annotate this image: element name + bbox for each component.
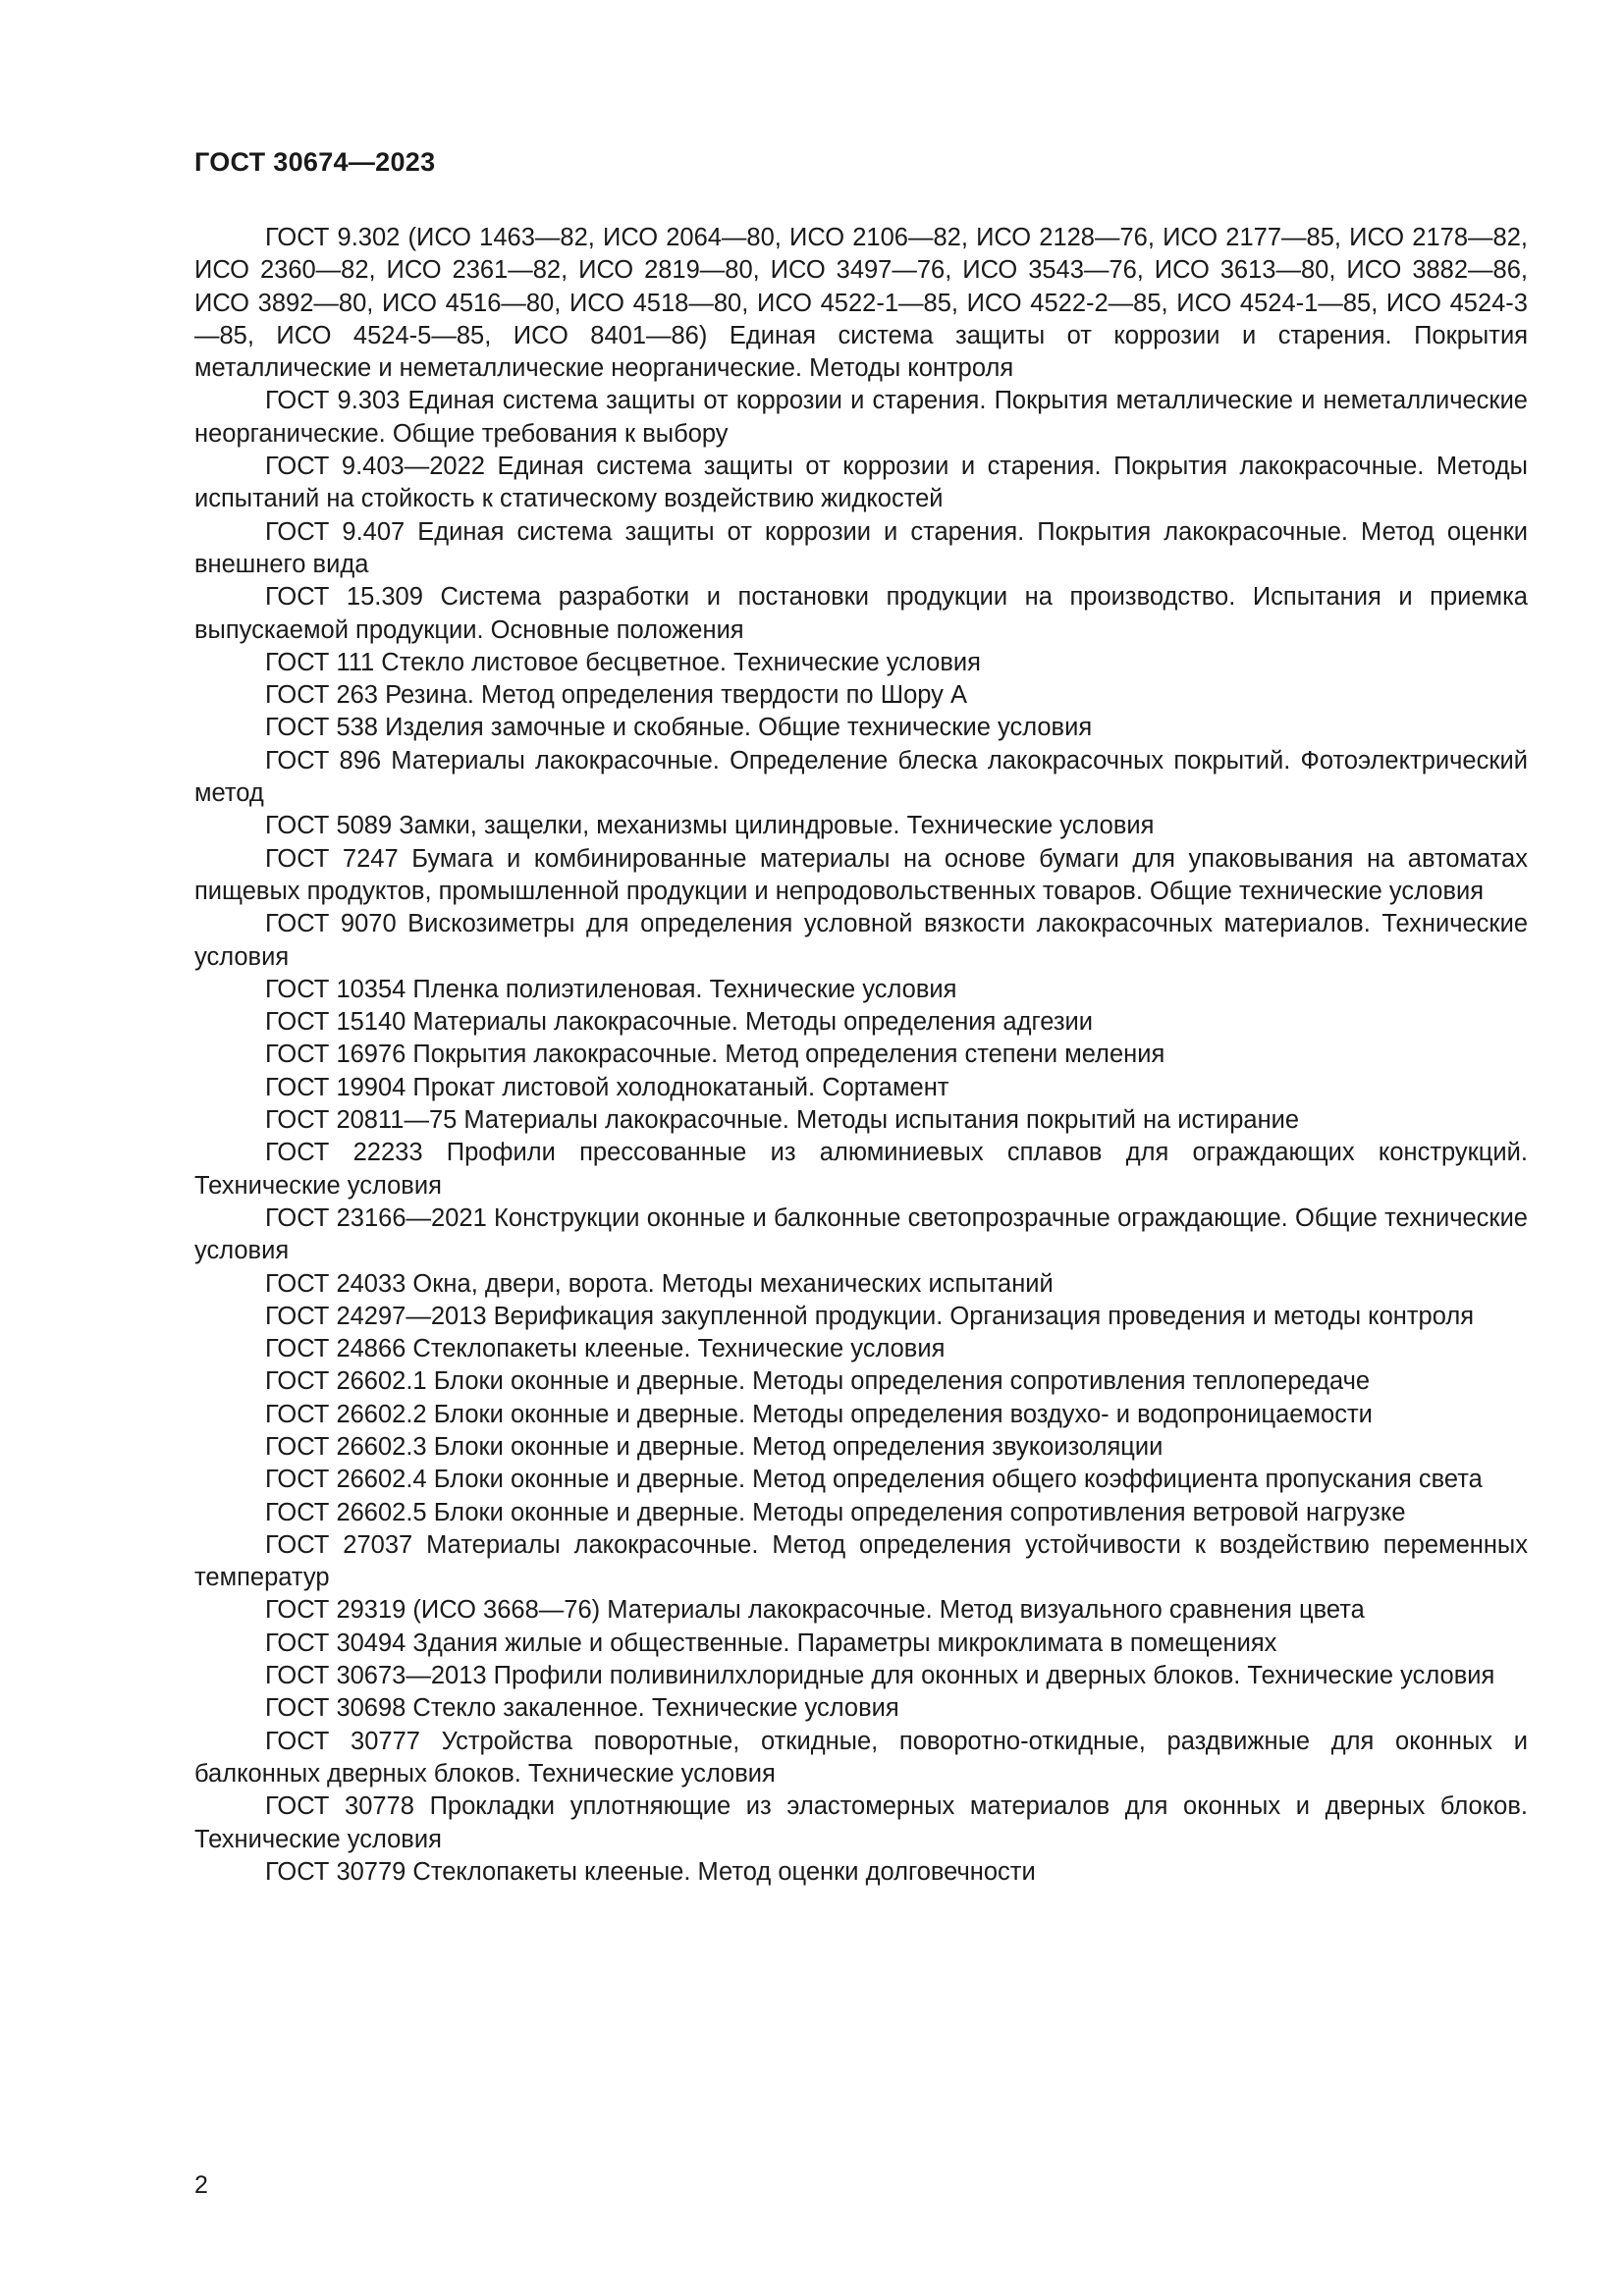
reference-item: ГОСТ 26602.3 Блоки оконные и дверные. Метод определения звукоизоляции	[265, 1432, 1164, 1461]
reference-item: ГОСТ 23166—2021 Конструкции оконные и балконные светопрозрачные ограждающие. Общие технические условия	[194, 1203, 1528, 1265]
reference-item: ГОСТ 263 Резина. Метод определения твердости по Шору А	[265, 681, 967, 710]
reference-item: ГОСТ 16976 Покрытия лакокрасочные. Метод определения степени меления	[265, 1041, 1165, 1069]
reference-item: ГОСТ 15140 Материалы лакокрасочные. Методы определения адгезии	[265, 1008, 1094, 1037]
reference-item: ГОСТ 26602.1 Блоки оконные и дверные. Методы определения сопротивления теплопередаче	[265, 1367, 1371, 1396]
reference-item: ГОСТ 7247 Бумага и комбинированные материалы на основе бумаги для упаковывания на автоматах пищевых продуктов, промышленной продукции и непродовольственных товаров. Общие технические условия	[194, 844, 1528, 905]
reference-item: ГОСТ 30778 Прокладки уплотняющие из эластомерных материалов для оконных и дверных блоков. Технические условия	[194, 1792, 1528, 1853]
reference-item: ГОСТ 24297—2013 Верификация закупленной продукции. Организация проведения и методы контроля	[265, 1302, 1475, 1330]
reference-item: ГОСТ 111 Стекло листовое бесцветное. Технические условия	[265, 648, 981, 676]
reference-item: ГОСТ 5089 Замки, защелки, механизмы цилиндровые. Технические условия	[265, 812, 1155, 840]
reference-item: ГОСТ 26602.4 Блоки оконные и дверные. Метод определения общего коэффициента пропускания света	[265, 1466, 1483, 1494]
reference-item: ГОСТ 9070 Вискозиметры для определения условной вязкости лакокрасочных материалов. Технические условия	[194, 910, 1528, 971]
reference-item: ГОСТ 26602.2 Блоки оконные и дверные. Методы определения воздухо- и водопроницаемости	[265, 1400, 1373, 1428]
reference-item: ГОСТ 22233 Профили прессованные из алюминиевых сплавов для ограждающих конструкций. Технические условия	[194, 1139, 1528, 1200]
reference-item: ГОСТ 15.309 Система разработки и постановки продукции на производство. Испытания и приемка выпускаемой продукции. Основные положения	[194, 583, 1528, 644]
reference-item: ГОСТ 29319 (ИСО 3668—76) Материалы лакокрасочные. Метод визуального сравнения цвета	[265, 1596, 1365, 1625]
reference-item: ГОСТ 19904 Прокат листовой холоднокатаный. Сортамент	[265, 1073, 949, 1101]
reference-item: ГОСТ 24866 Стеклопакеты клееные. Технические условия	[265, 1335, 946, 1363]
reference-item: ГОСТ 24033 Окна, двери, ворота. Методы механических испытаний	[265, 1269, 1054, 1298]
reference-item: ГОСТ 30779 Стеклопакеты клееные. Метод оценки долговечности	[265, 1857, 1036, 1886]
page-header-title: ГОСТ 30674—2023	[194, 147, 436, 177]
page-number: 2	[194, 2171, 208, 2199]
reference-item: ГОСТ 30673—2013 Профили поливинилхлоридные для оконных и дверных блоков. Технические условия	[265, 1662, 1495, 1690]
reference-item: ГОСТ 9.303 Единая система защиты от коррозии и старения. Покрытия металлические и неметаллические неорганические. Общие требования к выбору	[194, 387, 1528, 448]
reference-item: ГОСТ 30494 Здания жилые и общественные. Параметры микроклимата в помещениях	[265, 1629, 1277, 1657]
reference-item: ГОСТ 896 Материалы лакокрасочные. Определение блеска лакокрасочных покрытий. Фотоэлектрический метод	[194, 746, 1528, 808]
reference-item: ГОСТ 30777 Устройства поворотные, откидные, поворотно-откидные, раздвижные для оконных и балконных дверных блоков. Технические условия	[194, 1727, 1528, 1788]
normative-references-list	[194, 222, 1528, 1889]
reference-item: ГОСТ 9.302 (ИСО 1463—82, ИСО 2064—80, ИСО 2106—82, ИСО 2128—76, ИСО 2177—85, ИСО 2178—82, ИСО 2360—82, ИСО 2361—82, ИСО 2819—80, ИСО 3497—76, ИСО 3543—76, ИСО 3613—80, ИСО 3882—86, ИСО 3892—80, ИСО 4516—80, ИСО 4518—80, ИСО 4522-1—85, ИСО 4522-2—85, ИСО 4524-1—85, ИСО 4524-3—85, ИСО 4524-5—85, ИСО 8401—86) Единая система защиты от коррозии и старения. Покрытия металлические и неметаллические неорганические. Методы контроля	[194, 224, 1528, 383]
reference-item: ГОСТ 20811—75 Материалы лакокрасочные. Методы испытания покрытий на истирание	[265, 1106, 1300, 1135]
reference-item: ГОСТ 538 Изделия замочные и скобяные. Общие технические условия	[265, 714, 1093, 742]
reference-item: ГОСТ 27037 Материалы лакокрасочные. Метод определения устойчивости к воздействию переменных температур	[194, 1530, 1528, 1592]
reference-item: ГОСТ 10354 Пленка полиэтиленовая. Технические условия	[265, 975, 957, 1003]
reference-item: ГОСТ 9.403—2022 Единая система защиты от коррозии и старения. Покрытия лакокрасочные. Методы испытаний на стойкость к статическому воздействию жидкостей	[194, 453, 1528, 513]
reference-item: ГОСТ 30698 Стекло закаленное. Технические условия	[265, 1694, 899, 1723]
reference-item: ГОСТ 26602.5 Блоки оконные и дверные. Методы определения сопротивления ветровой нагрузке	[265, 1498, 1406, 1526]
reference-item: ГОСТ 9.407 Единая система защиты от коррозии и старения. Покрытия лакокрасочные. Метод оценки внешнего вида	[194, 517, 1528, 578]
